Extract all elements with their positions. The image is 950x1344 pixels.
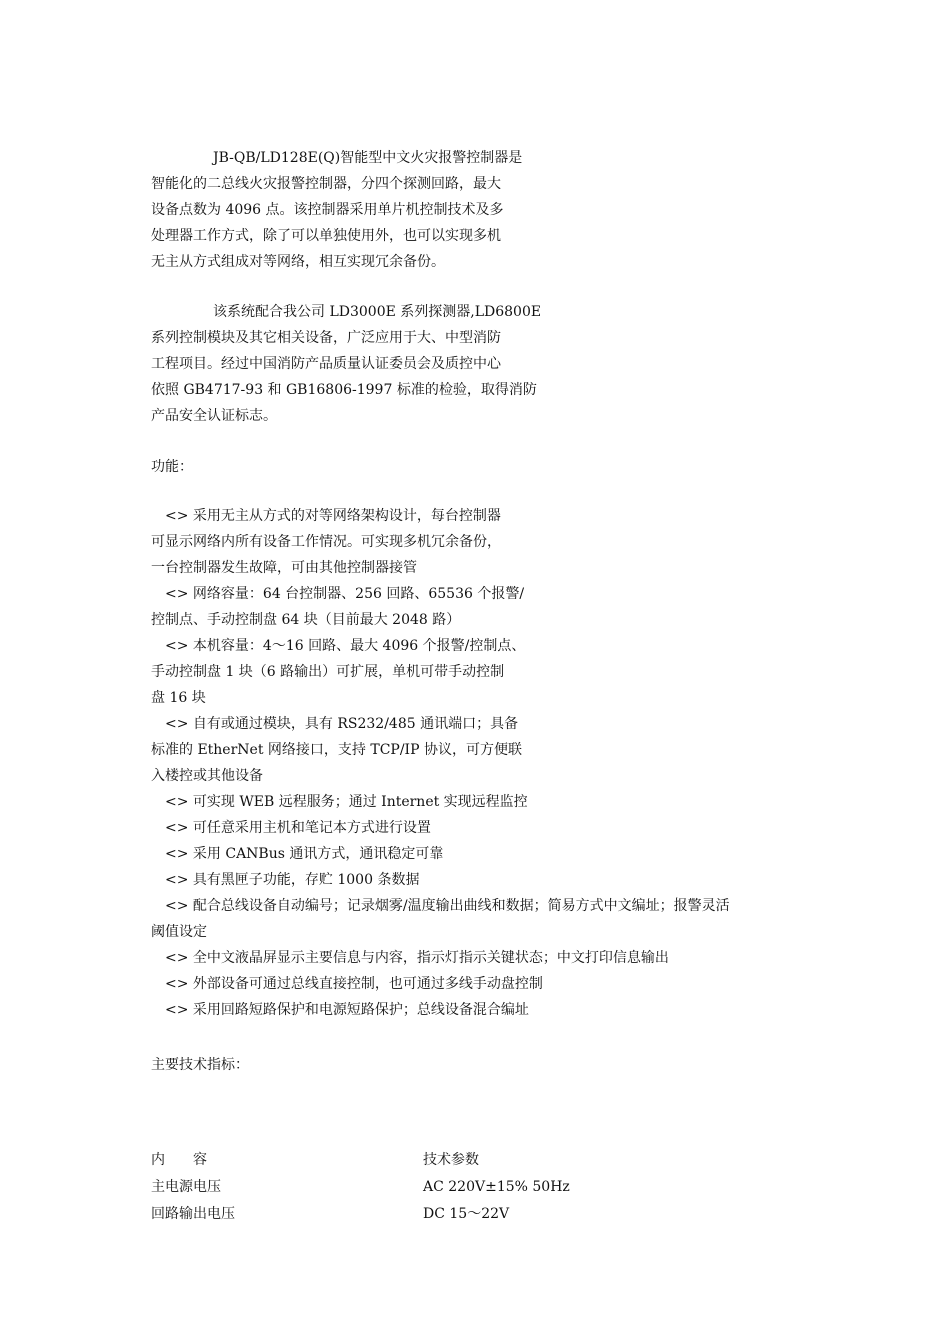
list-item-line: 一台控制器发生故障，可由其他控制器接管	[151, 560, 417, 576]
table-cell-value: DC 15～22V	[423, 1206, 510, 1222]
list-item	[151, 711, 730, 789]
text-line: 依照 GB4717-93 和 GB16806-1997 标准的检验，取得消防	[151, 382, 537, 398]
list-item-line: <> 可实现 WEB 远程服务；通过 Internet 实现远程监控	[165, 794, 528, 810]
list-item-line: <> 采用 CANBus 通讯方式，通讯稳定可靠	[165, 846, 444, 862]
table-header-item	[151, 1147, 423, 1174]
text-line: 设备点数为 4096 点。该控制器采用单片机控制技术及多	[151, 202, 504, 218]
list-item	[151, 945, 730, 971]
list-item-line: 控制点、手动控制盘 64 块（目前最大 2048 路）	[151, 612, 461, 628]
list-item	[151, 789, 730, 815]
list-item	[151, 581, 730, 633]
text-line: 该系统配合我公司 LD3000E 系列探测器,LD6800E	[213, 304, 542, 320]
table-header-value: 技术参数	[423, 1152, 479, 1168]
intro-paragraph-2	[151, 299, 551, 429]
list-item-line: 盘 16 块	[151, 690, 206, 706]
table-cell-value: AC 220V±15% 50Hz	[423, 1179, 570, 1195]
list-item	[151, 841, 730, 867]
table-row	[151, 1174, 711, 1201]
list-item-line: 可显示网络内所有设备工作情况。可实现多机冗余备份，	[151, 534, 501, 550]
list-item-line: <> 全中文液晶屏显示主要信息与内容，指示灯指示关键状态；中文打印信息输出	[165, 950, 669, 966]
list-item	[151, 815, 730, 841]
text-line: JB-QB/LD128E(Q)智能型中文火灾报警控制器是	[213, 150, 523, 166]
table-row	[151, 1201, 711, 1228]
text-line: 产品安全认证标志。	[151, 408, 277, 424]
spec-table	[151, 1147, 711, 1228]
header-char: 容	[193, 1152, 207, 1168]
list-item-line: <> 配合总线设备自动编号；记录烟雾/温度输出曲线和数据；简易方式中文编址；报警灵活	[165, 898, 730, 914]
list-item-line: 手动控制盘 1 块（6 路输出）可扩展，单机可带手动控制	[151, 664, 505, 680]
list-item-line: <> 本机容量：4～16 回路、最大 4096 个报警/控制点、	[165, 638, 526, 654]
list-item-line: <> 可任意采用主机和笔记本方式进行设置	[165, 820, 431, 836]
text-line: 工程项目。经过中国消防产品质量认证委员会及质控中心	[151, 356, 501, 372]
list-item-line: <> 外部设备可通过总线直接控制，也可通过多线手动盘控制	[165, 976, 543, 992]
text-line: 无主从方式组成对等网络，相互实现冗余备份。	[151, 254, 445, 270]
text-line: 智能化的二总线火灾报警控制器，分四个探测回路，最大	[151, 176, 501, 192]
list-item	[151, 867, 730, 893]
table-cell-item: 主电源电压	[151, 1179, 221, 1195]
list-item	[151, 633, 730, 711]
table-header-row	[151, 1147, 711, 1174]
text-line: 处理器工作方式，除了可以单独使用外，也可以实现多机	[151, 228, 501, 244]
text-line: 系列控制模块及其它相关设备，广泛应用于大、中型消防	[151, 330, 501, 346]
list-item-line: <> 采用无主从方式的对等网络架构设计，每台控制器	[165, 508, 501, 524]
list-item-line: <> 采用回路短路保护和电源短路保护；总线设备混合编址	[165, 1002, 529, 1018]
list-item-line: <> 自有或通过模块，具有 RS232/485 通讯端口；具备	[165, 716, 519, 732]
list-item-line: 标准的 EtherNet 网络接口，支持 TCP/IP 协议，可方便联	[151, 742, 522, 758]
functions-list	[151, 503, 730, 1023]
header-char: 内	[151, 1152, 165, 1168]
intro-paragraph-1	[151, 145, 551, 275]
list-item-line: <> 网络容量：64 台控制器、256 回路、65536 个报警/	[165, 586, 525, 602]
table-cell-item: 回路输出电压	[151, 1206, 235, 1222]
list-item	[151, 971, 730, 997]
list-item	[151, 893, 730, 945]
list-item	[151, 503, 730, 581]
list-item-line: <> 具有黑匣子功能，存贮 1000 条数据	[165, 872, 420, 888]
list-item-line: 阈值设定	[151, 924, 207, 940]
list-item	[151, 997, 730, 1023]
list-item-line: 入楼控或其他设备	[151, 768, 263, 784]
specs-heading: 主要技术指标：	[151, 1057, 249, 1073]
functions-heading: 功能：	[151, 459, 193, 475]
